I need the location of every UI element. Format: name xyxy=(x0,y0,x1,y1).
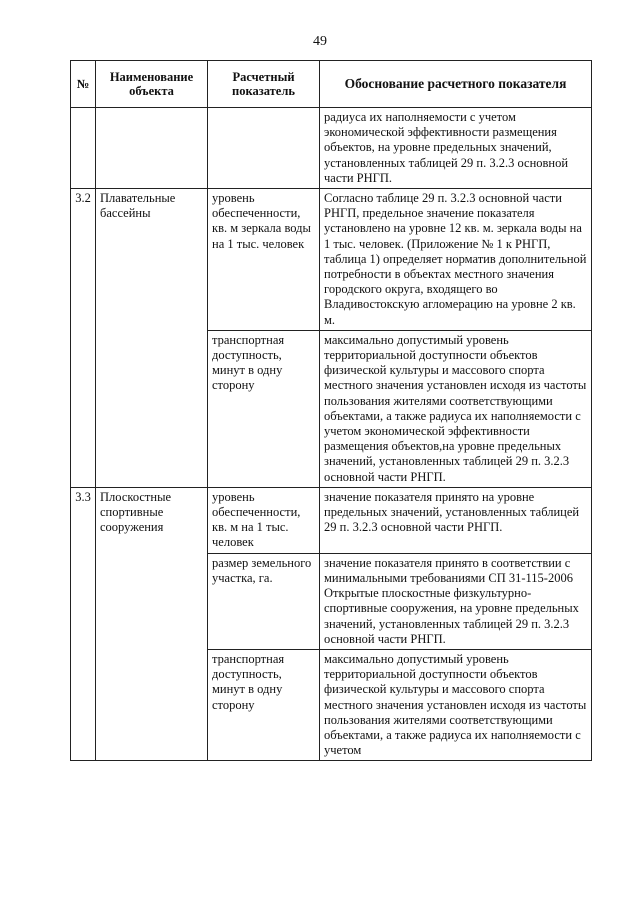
header-indicator: Расчетный показатель xyxy=(208,61,320,108)
header-object-name: Наименование объекта xyxy=(96,61,208,108)
cell-justification: максимально допустимый уровень территориальной доступности объектов физической культуры и массового спорта местного значения установлен исходя из частоты пользования жителями соответствующими объектами, а также радиуса их наполняемости с учетом xyxy=(320,649,592,760)
cell-object-name: Плавательные бассейны xyxy=(96,189,208,488)
page-number: 49 xyxy=(313,34,327,49)
table-header-row xyxy=(71,61,592,108)
cell-indicator: транспортная доступность, минут в одну сторону xyxy=(208,330,320,487)
indicators-table xyxy=(70,60,592,761)
header-number: № xyxy=(71,61,96,108)
cell-justification: максимально допустимый уровень территориальной доступности объектов физической культуры и массового спорта местного значения установлен исходя из частоты пользования жителями соответствующими объектами, а также радиуса их наполняемости с учетом экономической эффективности размещения объектов,на уровне предельных значений, установленных таблицей 29 п. 3.2.3 основной части РНГП. xyxy=(320,330,592,487)
cell-number: 3.3 xyxy=(71,487,96,760)
cell-number xyxy=(71,108,96,189)
cell-justification: Согласно таблице 29 п. 3.2.3 основной части РНГП, предельное значение показателя установлено на уровне 12 кв. м. зеркала воды на 1 тыс. человек. (Приложение № 1 к РНГП, таблица 1) определяет норматив дополнительной потребности в объектах местного значения городского округа, входящего во Владивостокскую агломерацию на уровне 2 кв. м. xyxy=(320,189,592,331)
cell-justification: радиуса их наполняемости с учетом экономической эффективности размещения объектов, на уровне предельных значений, установленных таблицей 29 п. 3.2.3 основной части РНГП. xyxy=(320,108,592,189)
header-justification: Обоснование расчетного показателя xyxy=(320,61,592,108)
table-row-continuation xyxy=(71,108,592,189)
cell-object-name xyxy=(96,108,208,189)
cell-justification: значение показателя принято в соответствии с минимальными требованиями СП 31-115-2006 Открытые плоскостные физкультурно-спортивные сооружения, на уровне предельных значений, установленных таблицей 29 п. 3.2.3 основной части РНГП. xyxy=(320,553,592,649)
cell-object-name: Плоскостные спортивные сооружения xyxy=(96,487,208,760)
cell-number: 3.2 xyxy=(71,189,96,488)
cell-justification: значение показателя принято на уровне предельных значений, установленных таблицей 29 п. 3.2.3 основной части РНГП. xyxy=(320,487,592,553)
cell-indicator: уровень обеспеченности, кв. м на 1 тыс. человек xyxy=(208,487,320,553)
cell-indicator: размер земельного участка, га. xyxy=(208,553,320,649)
table-row xyxy=(71,189,592,331)
cell-indicator: уровень обеспеченности, кв. м зеркала воды на 1 тыс. человек xyxy=(208,189,320,331)
cell-indicator: транспортная доступность, минут в одну сторону xyxy=(208,649,320,760)
table-row xyxy=(71,487,592,553)
cell-indicator xyxy=(208,108,320,189)
